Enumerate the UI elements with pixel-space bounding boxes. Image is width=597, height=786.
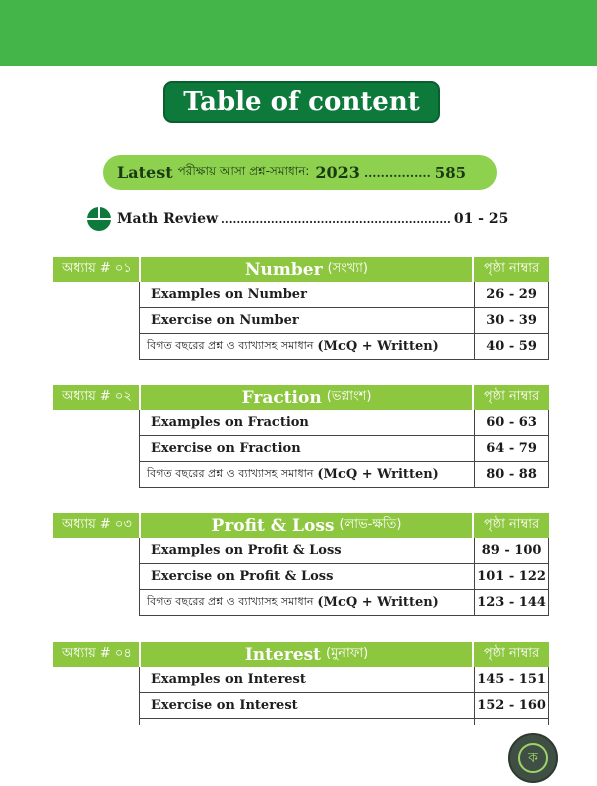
toc-row-label	[140, 282, 474, 307]
toc-row-pages: 26 - 29	[474, 282, 549, 307]
toc-row-label	[140, 538, 474, 563]
latest-bangla-text: পরীক্ষায় আসা প্রশ্ন-সমাধান:	[177, 163, 310, 178]
toc-row-text: Exercise on Fraction	[151, 441, 301, 456]
toc-row-pages: 152 - 160	[474, 693, 549, 718]
toc-row-cutoff	[140, 719, 549, 725]
chapter-header	[53, 385, 549, 410]
chapter-title[interactable]	[139, 257, 474, 282]
latest-page: 585	[434, 163, 467, 182]
chapter-number: অধ্যায় # ০২	[53, 385, 139, 410]
page-number-header: পৃষ্ঠা নাম্বার	[474, 642, 549, 667]
toc-row[interactable]	[140, 282, 549, 308]
chapter-section	[53, 642, 549, 725]
chapter-title[interactable]	[139, 513, 474, 538]
toc-row[interactable]	[140, 436, 549, 462]
latest-leader-dots: ................	[363, 165, 431, 180]
toc-row[interactable]	[140, 590, 549, 616]
chapter-rows	[139, 538, 549, 616]
toc-row-label	[140, 693, 474, 718]
page-number-header: পৃষ্ঠা নাম্বার	[474, 385, 549, 410]
page-number-header: পৃষ্ঠা নাম্বার	[474, 257, 549, 282]
chapter-title-bn: (ভগ্নাংশ)	[326, 389, 372, 404]
chapter-title-en: Number	[245, 259, 323, 280]
chapter-number: অধ্যায় # ০৩	[53, 513, 139, 538]
latest-label: Latest	[117, 163, 173, 182]
chapter-rows	[139, 410, 549, 488]
toc-row-text: Examples on Number	[151, 287, 307, 302]
chapter-header	[53, 642, 549, 667]
toc-row-prefix: বিগত বছরের প্রশ্ন ও ব্যাখ্যাসহ সমাধান	[147, 595, 314, 608]
math-review-pages: 01 - 25	[453, 211, 509, 227]
chapter-header	[53, 513, 549, 538]
toc-row-text: Exercise on Interest	[151, 698, 298, 713]
toc-row-label	[140, 410, 474, 435]
toc-row-text: Exercise on Profit & Loss	[151, 569, 334, 584]
chapter-section	[53, 513, 549, 616]
toc-row-label	[140, 308, 474, 333]
latest-questions-pill[interactable]	[103, 155, 497, 190]
toc-row-pages: 80 - 88	[474, 462, 549, 487]
publisher-logo[interactable]	[508, 733, 558, 783]
toc-row[interactable]	[140, 334, 549, 360]
latest-year: 2023	[315, 163, 360, 182]
toc-row-label	[140, 334, 474, 359]
toc-row-pages: 101 - 122	[474, 564, 549, 589]
math-review-leader-dots: ............................................................	[221, 212, 451, 226]
toc-row[interactable]	[140, 564, 549, 590]
toc-row[interactable]	[140, 538, 549, 564]
toc-row[interactable]	[140, 410, 549, 436]
chapter-title-bn: (লাভ-ক্ষতি)	[339, 517, 402, 532]
toc-row-pages: 89 - 100	[474, 538, 549, 563]
toc-row-prefix: বিগত বছরের প্রশ্ন ও ব্যাখ্যাসহ সমাধান	[147, 467, 314, 480]
chapter-title[interactable]	[139, 385, 474, 410]
toc-row-text: (McQ + Written)	[317, 467, 439, 482]
toc-row-label	[140, 462, 474, 487]
math-review-entry[interactable]	[87, 206, 508, 232]
chapter-header	[53, 257, 549, 282]
toc-row-pages: 123 - 144	[474, 590, 549, 615]
toc-row-label	[140, 564, 474, 589]
bullet-circle-icon	[87, 207, 111, 231]
chapter-title-en: Profit & Loss	[211, 515, 335, 536]
book-icon: ক	[518, 743, 548, 773]
toc-row[interactable]	[140, 667, 549, 693]
toc-row-text: (McQ + Written)	[317, 595, 439, 610]
chapter-title-en: Fraction	[241, 387, 322, 408]
toc-row-text: Examples on Profit & Loss	[151, 543, 342, 558]
toc-row-pages: 30 - 39	[474, 308, 549, 333]
math-review-label: Math Review	[117, 211, 219, 227]
chapter-number: অধ্যায় # ০১	[53, 257, 139, 282]
chapter-section	[53, 257, 549, 360]
chapter-section	[53, 385, 549, 488]
page-number-header: পৃষ্ঠা নাম্বার	[474, 513, 549, 538]
chapter-number: অধ্যায় # ০৪	[53, 642, 139, 667]
toc-row-text: Examples on Interest	[151, 672, 306, 687]
toc-row-pages: 64 - 79	[474, 436, 549, 461]
toc-row-text: Exercise on Number	[151, 313, 299, 328]
toc-row[interactable]	[140, 693, 549, 719]
toc-row-pages: 60 - 63	[474, 410, 549, 435]
chapter-title-bn: (সংখ্যা)	[327, 261, 368, 276]
toc-row[interactable]	[140, 462, 549, 488]
toc-row-prefix: বিগত বছরের প্রশ্ন ও ব্যাখ্যাসহ সমাধান	[147, 339, 314, 352]
chapter-title[interactable]	[139, 642, 474, 667]
toc-row[interactable]	[140, 308, 549, 334]
toc-row-label	[140, 436, 474, 461]
toc-row-label	[140, 590, 474, 615]
toc-row-pages: 145 - 151	[474, 667, 549, 692]
chapter-title-en: Interest	[244, 644, 321, 665]
toc-row-pages-cut	[474, 719, 549, 725]
chapter-rows	[139, 667, 549, 725]
chapter-title-bn: (মুনাফা)	[326, 646, 369, 661]
toc-row-label-cut	[140, 719, 474, 725]
toc-row-text: Examples on Fraction	[151, 415, 309, 430]
top-banner	[0, 0, 597, 66]
page-title: Table of content	[163, 81, 440, 123]
toc-row-label	[140, 667, 474, 692]
toc-row-text: (McQ + Written)	[317, 339, 439, 354]
toc-row-pages: 40 - 59	[474, 334, 549, 359]
chapter-rows	[139, 282, 549, 360]
